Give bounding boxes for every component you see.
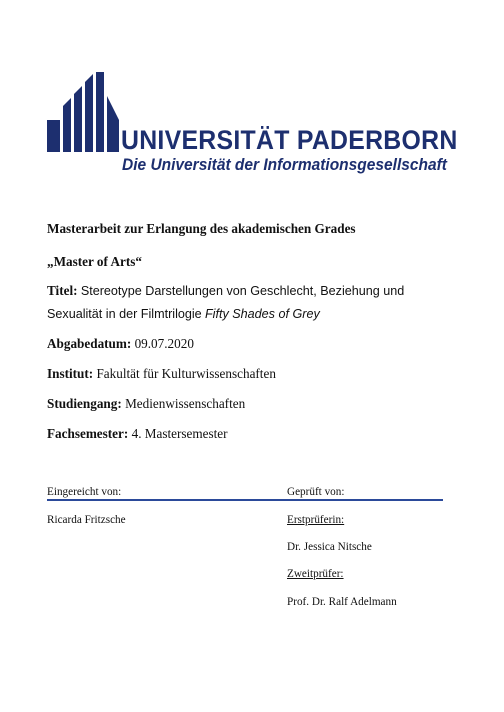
semester-label: Fachsemester: [47, 426, 129, 441]
institute-label: Institut: [47, 366, 94, 381]
semester-row [47, 426, 228, 442]
program-row [47, 396, 245, 412]
film-title: Fifty Shades of Grey [204, 307, 320, 321]
title-row [47, 283, 404, 299]
title-row-2 [47, 306, 320, 322]
degree-text: „Master of Arts“ [47, 254, 142, 269]
degree-heading [47, 254, 142, 270]
reviewed-label: Geprüft von: [287, 486, 345, 498]
university-logo [47, 72, 457, 182]
title-line-1: Stereotype Darstellungen von Geschlecht, Beziehung und [80, 284, 405, 298]
semester-value: 4. Mastersemester [131, 426, 228, 441]
university-emblem-icon [47, 72, 119, 152]
institute-value: Fakultät für Kulturwissenschaften [96, 366, 276, 381]
first-examiner-name: Dr. Jessica Nitsche [287, 541, 372, 553]
title-label: Titel: [47, 283, 78, 298]
signature-line-left [47, 499, 287, 501]
institute-row [47, 366, 276, 382]
date-label: Abgabedatum: [47, 336, 132, 351]
university-tagline: Die Universität der Informationsgesellschaft [122, 156, 447, 174]
thesis-type-heading [47, 221, 356, 237]
student-name: Ricarda Fritzsche [47, 514, 126, 526]
first-examiner-label: Erstprüferin: [287, 514, 345, 526]
program-value: Medienwissenschaften [125, 396, 246, 411]
date-value: 09.07.2020 [134, 336, 194, 351]
title-line-2: Sexualität in der Filmtrilogie [47, 307, 202, 321]
second-examiner-name: Prof. Dr. Ralf Adelmann [287, 596, 397, 608]
program-label: Studiengang: [47, 396, 122, 411]
signature-line-right [287, 499, 443, 501]
second-examiner-label: Zweitprüfer: [287, 568, 344, 580]
university-name: UNIVERSITÄT PADERBORN [121, 125, 458, 155]
thesis-type-text: Masterarbeit zur Erlangung des akademischen Grades [47, 221, 356, 236]
date-row [47, 336, 194, 352]
submitted-label: Eingereicht von: [47, 486, 122, 498]
